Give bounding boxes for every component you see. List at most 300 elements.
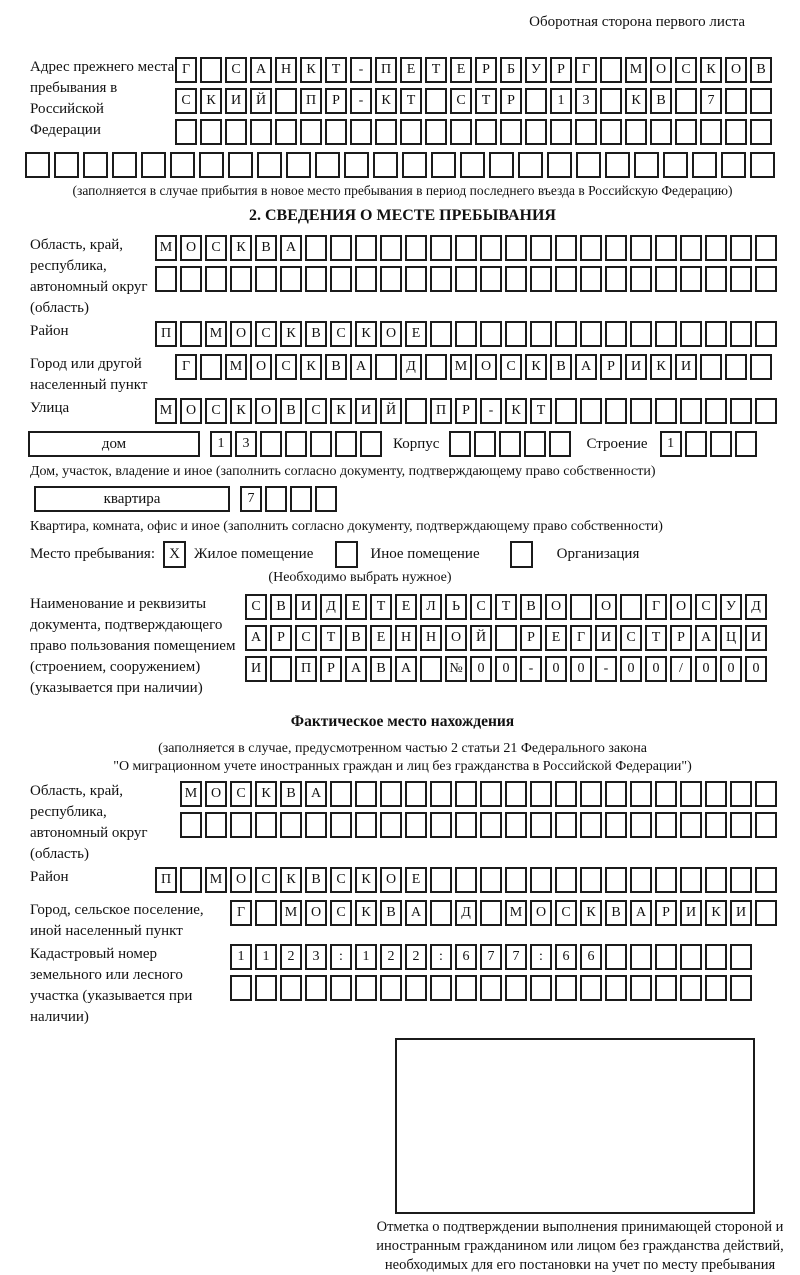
char-cell[interactable]: К [700,57,722,83]
char-cell[interactable] [655,944,677,970]
char-cell[interactable] [300,119,322,145]
char-cell[interactable] [730,235,752,261]
char-cell[interactable]: О [670,594,692,620]
char-cell[interactable] [286,152,311,178]
char-cell[interactable]: Р [325,88,347,114]
char-cell[interactable] [705,781,727,807]
char-cell[interactable] [547,152,572,178]
char-cell[interactable] [680,812,702,838]
char-cell[interactable]: П [295,656,317,682]
char-cell[interactable]: Т [370,594,392,620]
char-cell[interactable] [355,975,377,1001]
char-cell[interactable]: О [205,781,227,807]
char-cell[interactable] [380,781,402,807]
char-cell[interactable]: С [230,781,252,807]
char-cell[interactable]: В [605,900,627,926]
char-cell[interactable] [620,594,642,620]
char-cell[interactable]: 6 [580,944,602,970]
char-cell[interactable]: В [520,594,542,620]
char-cell[interactable]: У [720,594,742,620]
char-cell[interactable] [430,235,452,261]
char-cell[interactable] [530,812,552,838]
char-cell[interactable] [402,152,427,178]
char-cell[interactable]: С [330,321,352,347]
char-cell[interactable]: : [530,944,552,970]
char-cell[interactable] [663,152,688,178]
char-cell[interactable]: М [155,235,177,261]
char-cell[interactable] [735,431,757,457]
char-cell[interactable]: Й [380,398,402,424]
char-cell[interactable] [430,867,452,893]
char-cell[interactable] [700,119,722,145]
char-cell[interactable] [315,152,340,178]
char-cell[interactable] [344,152,369,178]
char-cell[interactable] [199,152,224,178]
char-cell[interactable] [730,321,752,347]
char-cell[interactable]: И [675,354,697,380]
char-cell[interactable] [54,152,79,178]
char-cell[interactable] [455,975,477,1001]
char-cell[interactable]: М [205,321,227,347]
char-cell[interactable]: А [630,900,652,926]
char-cell[interactable] [705,867,727,893]
char-cell[interactable] [730,781,752,807]
char-cell[interactable] [692,152,717,178]
char-cell[interactable] [455,867,477,893]
char-cell[interactable] [425,119,447,145]
char-cell[interactable]: Е [450,57,472,83]
char-cell[interactable] [705,944,727,970]
char-cell[interactable] [575,119,597,145]
char-cell[interactable]: Т [325,57,347,83]
char-cell[interactable]: - [350,57,372,83]
char-cell[interactable] [530,321,552,347]
char-cell[interactable]: О [255,398,277,424]
char-cell[interactable]: С [695,594,717,620]
char-cell[interactable]: К [355,321,377,347]
char-cell[interactable] [112,152,137,178]
char-cell[interactable]: 0 [745,656,767,682]
char-cell[interactable]: А [250,57,272,83]
char-cell[interactable] [755,812,777,838]
other-premises-checkbox[interactable] [335,541,358,568]
char-cell[interactable]: Р [600,354,622,380]
char-cell[interactable] [730,266,752,292]
char-cell[interactable]: А [280,235,302,261]
char-cell[interactable]: 2 [405,944,427,970]
char-cell[interactable] [355,235,377,261]
char-cell[interactable] [630,235,652,261]
char-cell[interactable] [505,781,527,807]
char-cell[interactable]: П [430,398,452,424]
char-cell[interactable] [580,812,602,838]
char-cell[interactable] [705,235,727,261]
char-cell[interactable]: 1 [550,88,572,114]
char-cell[interactable]: П [300,88,322,114]
char-cell[interactable] [530,266,552,292]
char-cell[interactable]: 0 [495,656,517,682]
char-cell[interactable] [655,235,677,261]
char-cell[interactable] [605,812,627,838]
char-cell[interactable] [305,235,327,261]
char-cell[interactable]: Е [400,57,422,83]
char-cell[interactable] [430,900,452,926]
char-cell[interactable] [580,235,602,261]
char-cell[interactable]: Д [400,354,422,380]
char-cell[interactable]: Т [645,625,667,651]
char-cell[interactable]: И [225,88,247,114]
char-cell[interactable] [405,812,427,838]
char-cell[interactable]: К [580,900,602,926]
char-cell[interactable]: Е [345,594,367,620]
char-cell[interactable] [705,975,727,1001]
char-cell[interactable] [675,88,697,114]
char-cell[interactable]: П [375,57,397,83]
char-cell[interactable] [250,119,272,145]
char-cell[interactable] [680,321,702,347]
char-cell[interactable]: О [380,321,402,347]
residential-checkbox[interactable]: X [163,541,186,568]
char-cell[interactable]: Л [420,594,442,620]
char-cell[interactable] [555,398,577,424]
char-cell[interactable]: 1 [255,944,277,970]
char-cell[interactable] [625,119,647,145]
char-cell[interactable]: К [230,398,252,424]
char-cell[interactable]: В [380,900,402,926]
char-cell[interactable]: О [475,354,497,380]
char-cell[interactable] [200,354,222,380]
char-cell[interactable]: И [355,398,377,424]
char-cell[interactable]: К [650,354,672,380]
char-cell[interactable] [505,235,527,261]
char-cell[interactable]: С [205,398,227,424]
char-cell[interactable]: Р [520,625,542,651]
char-cell[interactable]: О [180,398,202,424]
char-cell[interactable]: К [355,867,377,893]
char-cell[interactable]: Р [475,57,497,83]
char-cell[interactable] [255,266,277,292]
char-cell[interactable] [730,944,752,970]
char-cell[interactable] [705,398,727,424]
char-cell[interactable]: А [395,656,417,682]
char-cell[interactable] [83,152,108,178]
char-cell[interactable] [280,975,302,1001]
char-cell[interactable] [630,781,652,807]
char-cell[interactable]: Б [500,57,522,83]
char-cell[interactable]: Г [575,57,597,83]
char-cell[interactable] [680,235,702,261]
char-cell[interactable] [680,867,702,893]
char-cell[interactable]: С [255,867,277,893]
char-cell[interactable] [550,119,572,145]
char-cell[interactable] [375,354,397,380]
char-cell[interactable]: О [305,900,327,926]
char-cell[interactable] [257,152,282,178]
char-cell[interactable]: А [305,781,327,807]
char-cell[interactable] [350,119,372,145]
char-cell[interactable]: М [505,900,527,926]
char-cell[interactable]: К [300,57,322,83]
char-cell[interactable]: И [730,900,752,926]
char-cell[interactable]: И [295,594,317,620]
char-cell[interactable]: Р [670,625,692,651]
char-cell[interactable]: В [750,57,772,83]
char-cell[interactable] [315,486,337,512]
char-cell[interactable] [750,119,772,145]
char-cell[interactable]: Р [455,398,477,424]
char-cell[interactable] [205,812,227,838]
char-cell[interactable]: С [330,900,352,926]
char-cell[interactable] [755,235,777,261]
char-cell[interactable] [355,812,377,838]
char-cell[interactable]: С [620,625,642,651]
char-cell[interactable]: 0 [545,656,567,682]
char-cell[interactable] [500,119,522,145]
char-cell[interactable]: П [155,321,177,347]
char-cell[interactable]: 7 [240,486,262,512]
char-cell[interactable]: К [330,398,352,424]
char-cell[interactable] [730,398,752,424]
char-cell[interactable] [580,266,602,292]
char-cell[interactable]: У [525,57,547,83]
char-cell[interactable] [330,266,352,292]
char-cell[interactable] [605,235,627,261]
char-cell[interactable] [730,975,752,1001]
char-cell[interactable] [580,781,602,807]
char-cell[interactable] [605,867,627,893]
char-cell[interactable]: Т [425,57,447,83]
char-cell[interactable]: К [705,900,727,926]
char-cell[interactable] [255,812,277,838]
organization-checkbox[interactable] [510,541,533,568]
char-cell[interactable] [750,354,772,380]
char-cell[interactable] [455,781,477,807]
char-cell[interactable] [330,781,352,807]
char-cell[interactable] [755,867,777,893]
char-cell[interactable]: Р [320,656,342,682]
char-cell[interactable]: С [245,594,267,620]
char-cell[interactable]: 1 [210,431,232,457]
char-cell[interactable] [630,321,652,347]
char-cell[interactable]: К [230,235,252,261]
char-cell[interactable] [228,152,253,178]
char-cell[interactable]: О [180,235,202,261]
char-cell[interactable]: В [255,235,277,261]
char-cell[interactable]: С [225,57,247,83]
char-cell[interactable]: М [280,900,302,926]
char-cell[interactable] [580,867,602,893]
char-cell[interactable] [330,235,352,261]
char-cell[interactable]: С [305,398,327,424]
char-cell[interactable] [330,975,352,1001]
char-cell[interactable] [480,812,502,838]
char-cell[interactable]: О [445,625,467,651]
char-cell[interactable] [280,266,302,292]
char-cell[interactable]: - [480,398,502,424]
char-cell[interactable] [325,119,347,145]
char-cell[interactable] [405,781,427,807]
char-cell[interactable] [630,867,652,893]
char-cell[interactable] [405,266,427,292]
char-cell[interactable]: - [350,88,372,114]
char-cell[interactable] [480,900,502,926]
char-cell[interactable] [605,975,627,1001]
char-cell[interactable]: Д [745,594,767,620]
char-cell[interactable] [455,812,477,838]
char-cell[interactable]: 0 [695,656,717,682]
char-cell[interactable] [180,867,202,893]
char-cell[interactable] [755,900,777,926]
char-cell[interactable] [260,431,282,457]
char-cell[interactable] [755,781,777,807]
char-cell[interactable] [200,119,222,145]
char-cell[interactable]: Е [545,625,567,651]
char-cell[interactable]: Е [395,594,417,620]
char-cell[interactable]: А [245,625,267,651]
char-cell[interactable]: 6 [455,944,477,970]
char-cell[interactable] [655,867,677,893]
char-cell[interactable]: С [470,594,492,620]
char-cell[interactable]: 1 [355,944,377,970]
char-cell[interactable]: В [370,656,392,682]
char-cell[interactable]: : [330,944,352,970]
char-cell[interactable] [655,812,677,838]
char-cell[interactable]: А [575,354,597,380]
char-cell[interactable] [655,398,677,424]
char-cell[interactable]: - [520,656,542,682]
char-cell[interactable] [680,975,702,1001]
char-cell[interactable]: А [695,625,717,651]
char-cell[interactable] [141,152,166,178]
char-cell[interactable] [474,431,496,457]
char-cell[interactable] [280,812,302,838]
char-cell[interactable] [630,944,652,970]
char-cell[interactable] [305,812,327,838]
char-cell[interactable]: К [355,900,377,926]
char-cell[interactable] [431,152,456,178]
char-cell[interactable] [180,812,202,838]
char-cell[interactable] [205,266,227,292]
char-cell[interactable] [449,431,471,457]
char-cell[interactable]: И [625,354,647,380]
char-cell[interactable]: 7 [700,88,722,114]
char-cell[interactable]: 1 [230,944,252,970]
char-cell[interactable] [655,321,677,347]
char-cell[interactable]: Р [270,625,292,651]
char-cell[interactable] [555,975,577,1001]
char-cell[interactable] [499,431,521,457]
char-cell[interactable] [730,867,752,893]
char-cell[interactable] [200,57,222,83]
char-cell[interactable] [580,975,602,1001]
char-cell[interactable]: О [230,867,252,893]
char-cell[interactable] [155,266,177,292]
char-cell[interactable] [555,266,577,292]
char-cell[interactable] [580,321,602,347]
char-cell[interactable] [630,398,652,424]
char-cell[interactable]: М [155,398,177,424]
char-cell[interactable]: 0 [645,656,667,682]
char-cell[interactable] [360,431,382,457]
char-cell[interactable]: К [255,781,277,807]
char-cell[interactable] [705,321,727,347]
char-cell[interactable]: В [280,781,302,807]
char-cell[interactable] [524,431,546,457]
char-cell[interactable]: 2 [380,944,402,970]
char-cell[interactable]: Н [395,625,417,651]
char-cell[interactable] [530,781,552,807]
char-cell[interactable]: С [275,354,297,380]
char-cell[interactable]: М [205,867,227,893]
char-cell[interactable]: П [155,867,177,893]
char-cell[interactable]: В [550,354,572,380]
char-cell[interactable]: М [225,354,247,380]
char-cell[interactable] [530,975,552,1001]
char-cell[interactable] [700,354,722,380]
char-cell[interactable]: И [745,625,767,651]
char-cell[interactable] [600,88,622,114]
char-cell[interactable] [555,867,577,893]
char-cell[interactable] [430,266,452,292]
char-cell[interactable]: 3 [235,431,257,457]
char-cell[interactable] [680,266,702,292]
char-cell[interactable]: С [450,88,472,114]
char-cell[interactable] [750,88,772,114]
char-cell[interactable] [495,625,517,651]
char-cell[interactable] [405,398,427,424]
char-cell[interactable]: Т [495,594,517,620]
char-cell[interactable] [430,321,452,347]
char-cell[interactable]: Н [420,625,442,651]
char-cell[interactable]: А [350,354,372,380]
char-cell[interactable]: Т [320,625,342,651]
char-cell[interactable] [505,266,527,292]
char-cell[interactable] [605,398,627,424]
char-cell[interactable] [180,321,202,347]
char-cell[interactable]: 6 [555,944,577,970]
char-cell[interactable]: Р [500,88,522,114]
char-cell[interactable] [430,975,452,1001]
char-cell[interactable] [525,119,547,145]
char-cell[interactable] [230,975,252,1001]
char-cell[interactable] [480,867,502,893]
char-cell[interactable]: С [555,900,577,926]
char-cell[interactable]: 3 [575,88,597,114]
char-cell[interactable]: 2 [280,944,302,970]
char-cell[interactable]: С [675,57,697,83]
char-cell[interactable] [305,975,327,1001]
char-cell[interactable] [170,152,195,178]
char-cell[interactable]: / [670,656,692,682]
char-cell[interactable]: О [545,594,567,620]
char-cell[interactable] [680,781,702,807]
char-cell[interactable]: К [625,88,647,114]
char-cell[interactable] [175,119,197,145]
char-cell[interactable] [570,594,592,620]
char-cell[interactable]: 0 [570,656,592,682]
char-cell[interactable]: С [330,867,352,893]
char-cell[interactable] [505,321,527,347]
char-cell[interactable] [525,88,547,114]
char-cell[interactable]: Д [320,594,342,620]
char-cell[interactable] [555,321,577,347]
char-cell[interactable] [270,656,292,682]
char-cell[interactable]: Д [455,900,477,926]
char-cell[interactable]: Н [275,57,297,83]
char-cell[interactable] [725,354,747,380]
char-cell[interactable] [555,235,577,261]
char-cell[interactable] [505,812,527,838]
